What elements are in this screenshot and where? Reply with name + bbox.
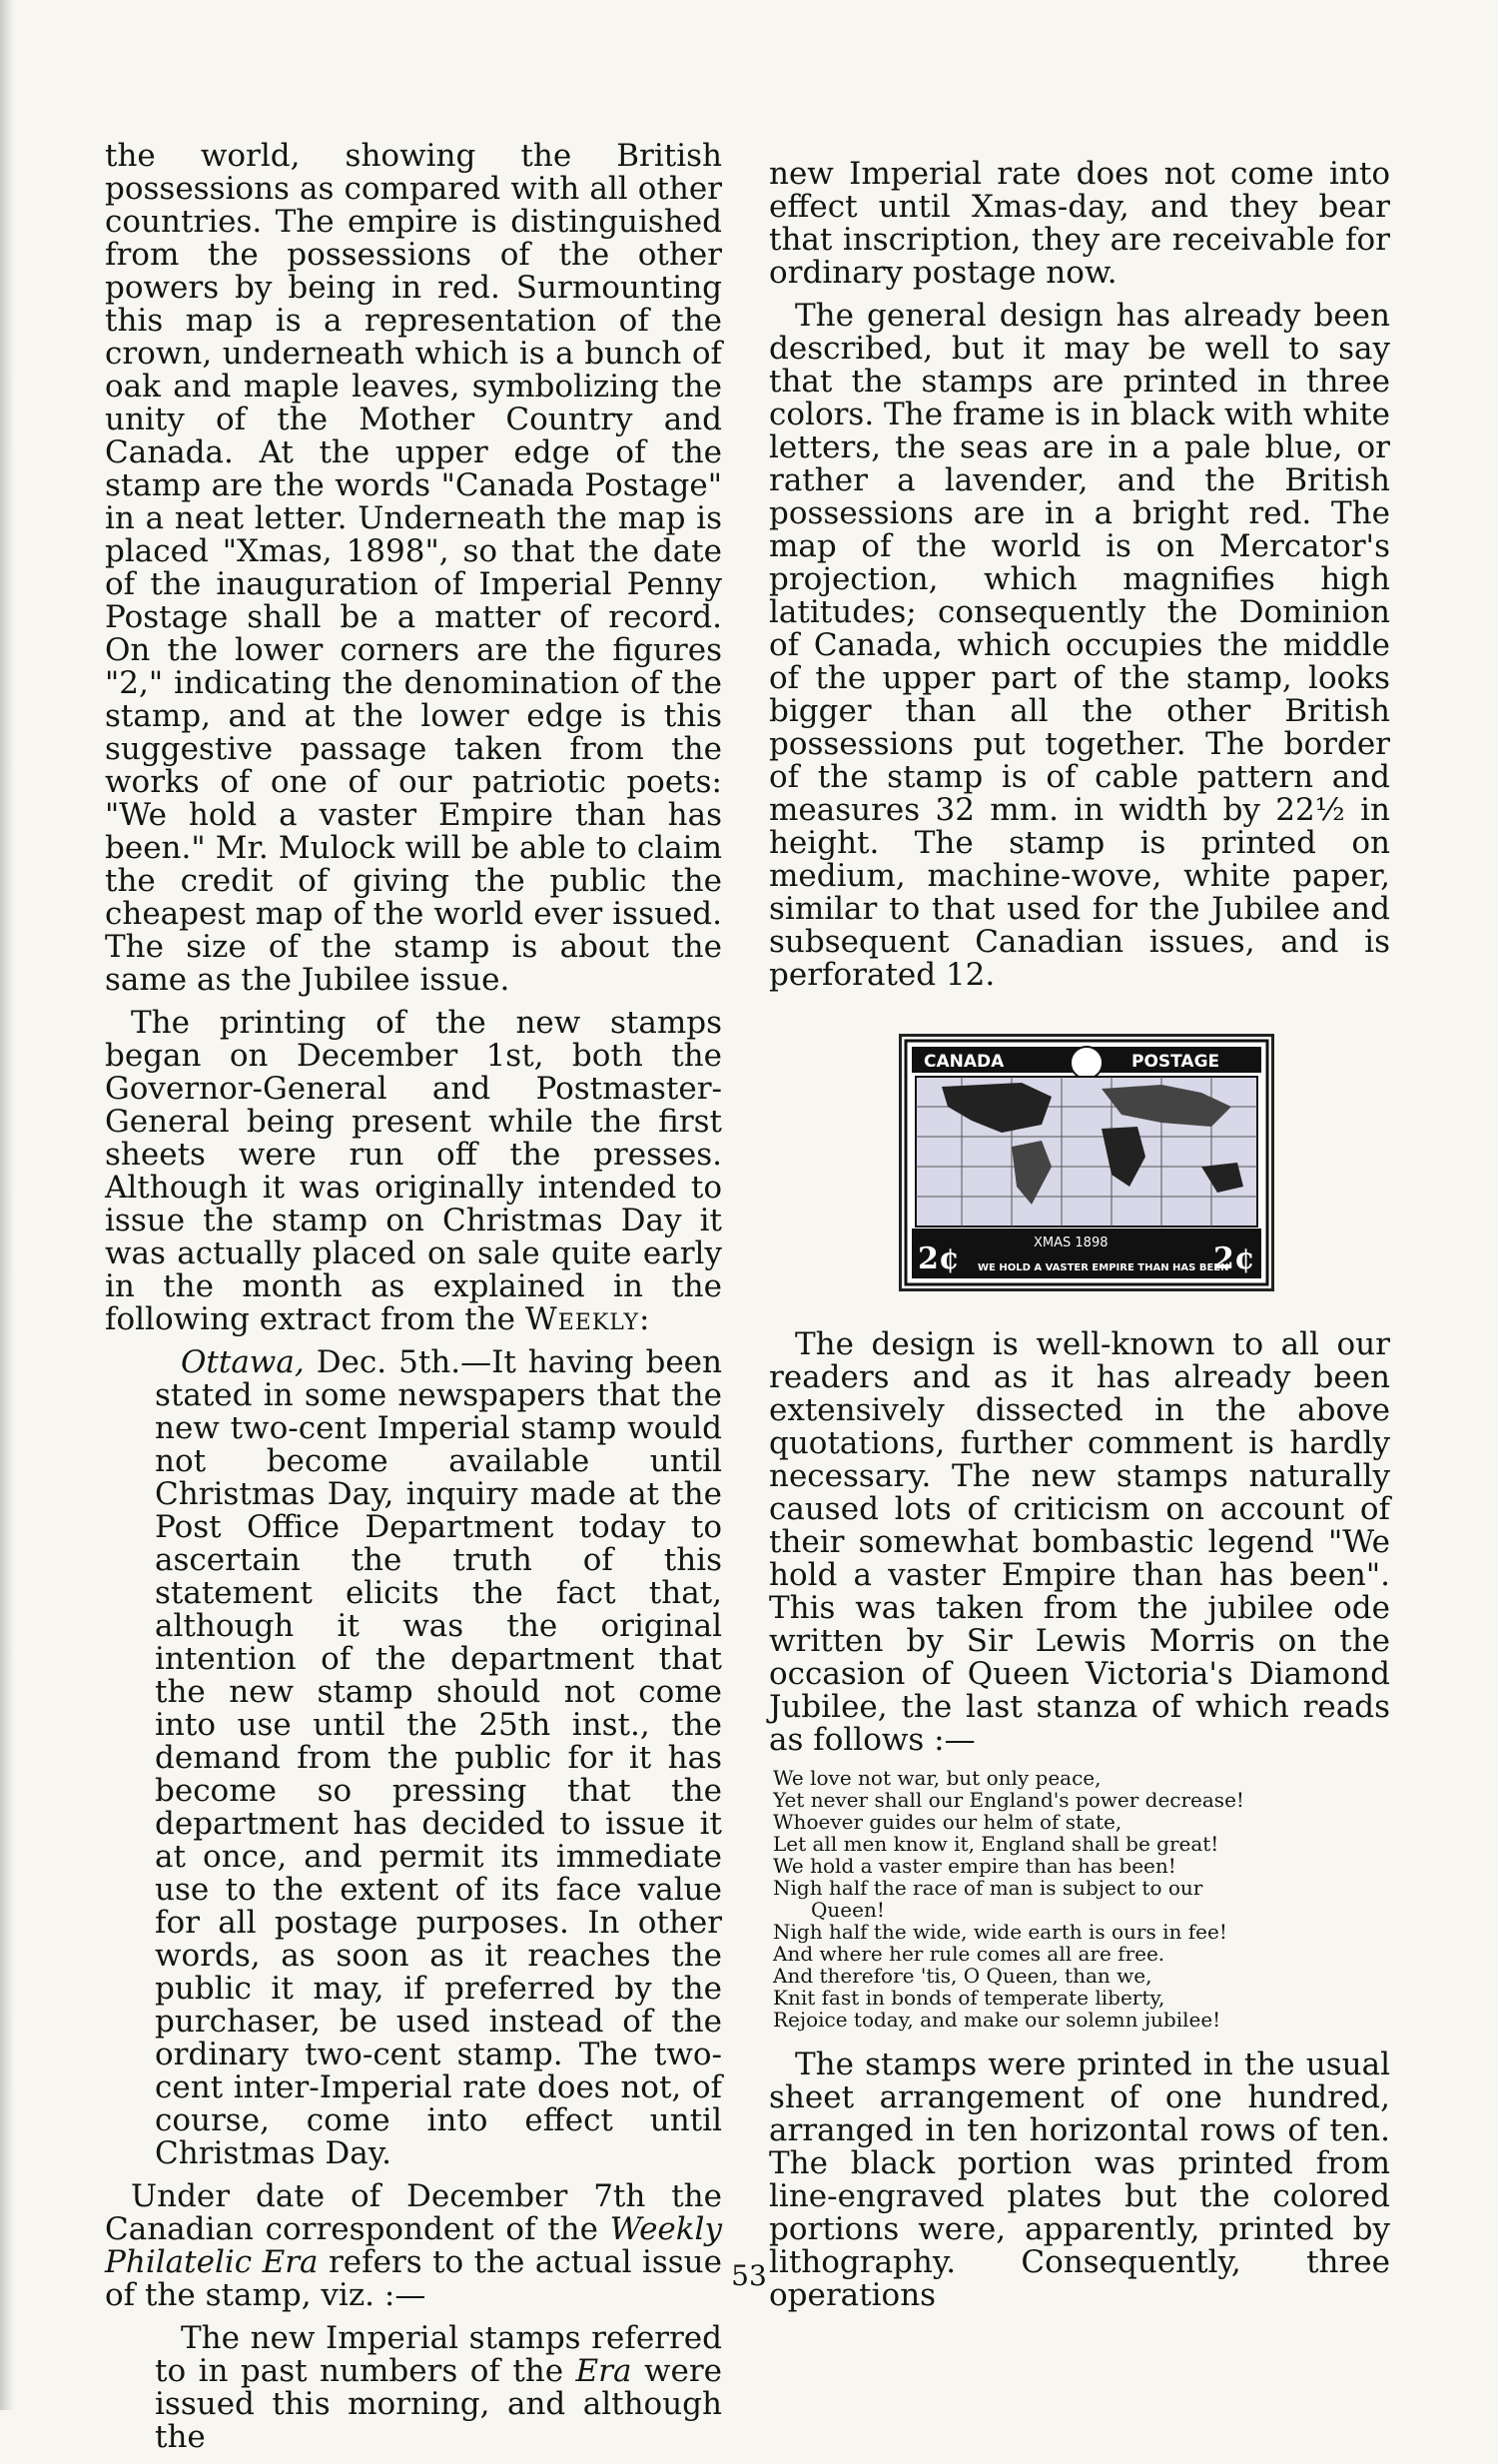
poem-line: We love not war, but only peace,	[773, 1766, 1102, 1790]
left-paragraph-3b: refers to the actual issue of the stamp, viz. :—	[105, 2244, 722, 2313]
left-paragraph-1: the world, showing the British possessions as compared with all other countries. The empire is distinguished from the possessions of the other powers by being in red. Surmounting this map is a representation of the crown, underneath which is a bunch of oak and maple leaves, symbolizing the unity of the Mother Country and Canada. At the upper edge of the stamp are the words "Canada Postage" in a neat letter. Underneath the map is placed "Xmas, 1898", so that the date of the inauguration of Imperial Penny Postage shall be a matter of record. On the lower corners are the figures "2," indicating the denomination of the stamp, and at the lower edge is this suggestive passage taken from the works of one of our patriotic poets: "We hold a vaster Empire than has been." Mr. Mulock will be able to claim the credit of giving the public the cheapest map of the world ever issued. The size of the stamp is about the same as the Jubilee issue.	[105, 138, 722, 998]
left-paragraph-4	[155, 2322, 722, 2454]
left-paragraph-4b: were issued this morning, and although the	[155, 2353, 722, 2455]
stamp-svg	[902, 1037, 1271, 1288]
publication-name: Weekly Philatelic Era	[105, 2211, 722, 2280]
scan-edge	[0, 0, 14, 2410]
left-paragraph-2	[105, 1007, 722, 1336]
left-paragraph-3a: Under date of December 7th the Canadian correspondent of the	[105, 2178, 722, 2247]
quote-place: Ottawa,	[181, 1344, 305, 1380]
left-paragraph-3	[105, 2180, 722, 2312]
page-number: 53	[731, 2259, 767, 2292]
right-paragraph-4: The stamps were printed in the usual sheet arrangement of one hundred, arranged in ten horizontal rows of ten. The black portion was printed from line-engraved plates but the colored portions were, apparently, printed by lithography. Consequently, three operations	[769, 2047, 1390, 2313]
right-column-bottom	[769, 1328, 1390, 2322]
stamp-value-right: 2¢	[1213, 1241, 1255, 1276]
stamp-legend: WE HOLD A VASTER EMPIRE THAN HAS BEEN	[978, 1262, 1229, 1273]
poem-line: Nigh half the race of man is subject to our	[773, 1876, 1203, 1900]
stamp-date: XMAS 1898	[1034, 1235, 1109, 1250]
right-paragraph-2: The general design has already been described, but it may be well to say that the stamps are printed in three colors. The frame is in black with white letters, the seas are in a pale blue, or rather a lavender, and the British possessions are in a bright red. The map of the world is on Mercator's projection, which magnifies high latitudes; consequently the Dominion of Canada, which occupies the middle of the upper part of the stamp, looks bigger than all the other British possessions put together. The border of the stamp is of cable pattern and measures 32 mm. in width by 22½ in height. The stamp is printed on medium, machine-wove, white paper, similar to that used for the Jubilee and subsequent Canadian issues, and is perforated 12.	[769, 298, 1390, 993]
weekly-name: Weekly	[524, 1301, 639, 1337]
right-paragraph-3: The design is well-known to all our readers and as it has already been extensively dissected in the above quotations, further comment is hardly necessary. The new stamps naturally caused lots of criticism on account of their somewhat bombastic legend "We hold a vaster Empire than has been". This was taken from the jubilee ode written by Sir Lewis Morris on the occasion of Queen Victoria's Diamond Jubilee, the last stanza of which reads as follows :—	[769, 1326, 1390, 1758]
era-name: Era	[575, 2353, 632, 2389]
left-column	[105, 140, 722, 2464]
poem-line: Yet never shall our England's power decrease!	[773, 1788, 1244, 1812]
left-paragraph-4a: The new Imperial stamps referred to in past numbers of the	[155, 2320, 722, 2389]
poem-line: We hold a vaster empire than has been!	[773, 1854, 1176, 1878]
stamp-word-left: CANADA	[924, 1052, 1005, 1072]
poem-line: Knit fast in bonds of temperate liberty,	[773, 1986, 1165, 2010]
crown-icon	[1071, 1047, 1103, 1079]
poem-line: Queen!	[811, 1898, 885, 1922]
poem-line: Nigh half the wide, wide earth is ours in fee!	[773, 1920, 1227, 1944]
ottawa-quote	[155, 1346, 722, 2170]
right-column-top	[769, 158, 1390, 1002]
right-paragraph-1: new Imperial rate does not come into effect until Xmas-day, and they bear that inscription, they are receivable for ordinary postage now.	[769, 156, 1390, 291]
jubilee-poem	[773, 1767, 1390, 2031]
stamp-value-left: 2¢	[918, 1241, 960, 1276]
quote-text: Dec. 5th.—It having been stated in some newspapers that the new two-cent Imperial stamp would not become available until Christmas Day, inquiry made at the Post Office Department today to ascertain the truth of this statement elicits the fact that, although it was the original intention of the department that the new stamp should not come into use until the 25th inst., the demand from the public for it has become so pressing that the department has decided to issue it at once, and permit its immediate use to the extent of its face value for all postage purposes. In other words, as soon as it reaches the public it may, if preferred by the purchaser, be used instead of the ordinary two-cent stamp. The two-cent inter-Imperial rate does not, of course, come into effect until Christmas Day.	[155, 1344, 722, 2171]
poem-line: And therefore 'tis, O Queen, than we,	[773, 1964, 1152, 1988]
stamp-word-right: POSTAGE	[1131, 1052, 1220, 1072]
left-paragraph-2-text: The printing of the new stamps began on December 1st, both the Governor-General and Postmaster-General being present while the first sheets were run off the presses. Although it was originally intended to issue the stamp on Christmas Day it was actually placed on sale quite early in the month as explained in the following extract from the	[105, 1005, 722, 1337]
stamp-illustration	[899, 1034, 1274, 1291]
left-paragraph-2-end: :	[639, 1301, 650, 1337]
poem-line: Whoever guides our helm of state,	[773, 1810, 1123, 1834]
poem-line: Let all men know it, England shall be great!	[773, 1832, 1219, 1856]
poem-line: Rejoice today, and make our solemn jubilee!	[773, 2008, 1221, 2032]
poem-line: And where her rule comes all are free.	[773, 1942, 1165, 1966]
